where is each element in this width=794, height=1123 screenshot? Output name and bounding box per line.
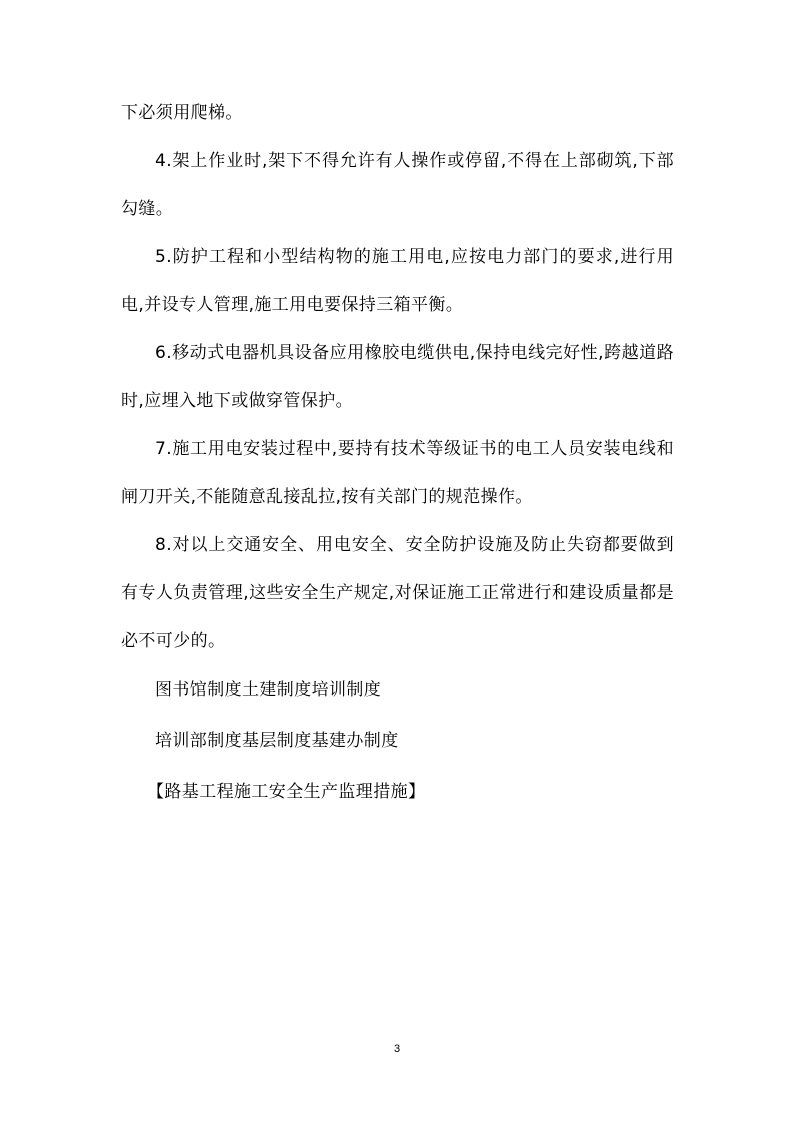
- paragraph-item-8: 8.对以上交通安全、用电安全、安全防护设施及防止失窃都要做到有专人负责管理,这些安全生产规定,对保证施工正常进行和建设质量都是必不可少的。: [121, 535, 674, 651]
- related-categories-line-1: 图书馆制度土建制度培训制度: [155, 680, 382, 700]
- paragraph-item-5: 5.防护工程和小型结构物的施工用电,应按电力部门的要求,进行用电,并设专人管理,施工用电要保持三箱平衡。: [121, 247, 674, 315]
- page-number: 3: [393, 1043, 401, 1055]
- paragraph-item-6: 6.移动式电器机具设备应用橡胶电缆供电,保持电线完好性,跨越道路时,应埋入地下或做穿管保护。: [121, 343, 674, 411]
- paragraph-item-7: 7.施工用电安装过程中,要持有技术等级证书的电工人员安装电线和闸刀开关,不能随意乱接乱拉,按有关部门的规范操作。: [121, 439, 674, 507]
- paragraph-item-4: 4.架上作业时,架下不得允许有人操作或停留,不得在上部砌筑,下部勾缝。: [121, 151, 674, 219]
- related-categories-line-2: 培训部制度基层制度基建办制度: [155, 731, 399, 751]
- paragraph-continuation: 下必须用爬梯。: [121, 103, 243, 123]
- related-article-title: 【路基工程施工安全生产监理措施】: [147, 782, 426, 802]
- body-text: [121, 89, 674, 818]
